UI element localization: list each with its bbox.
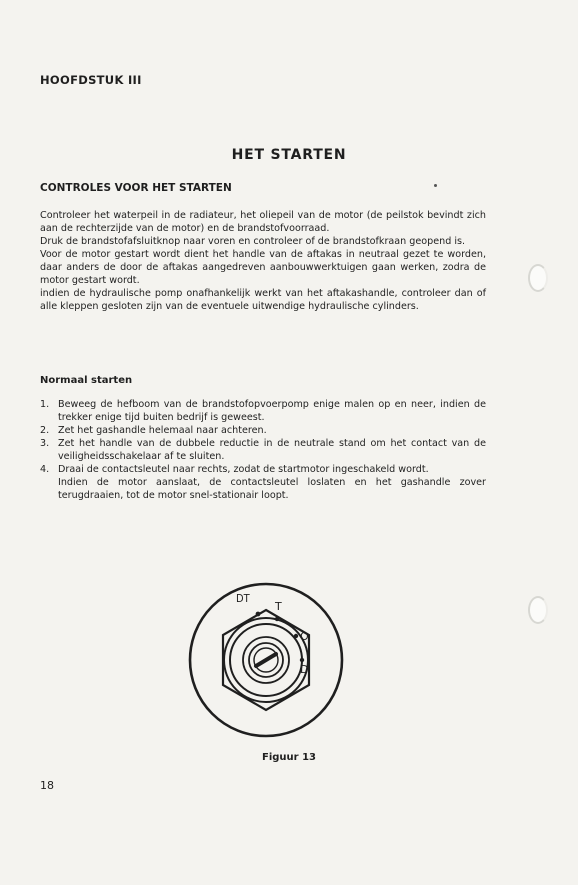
step-text: Draai de contactsleutel naar rechts, zodat de startmotor ingeschakeld wordt. [58, 464, 429, 475]
position-marker-d [300, 658, 304, 662]
step-number: 3. [40, 438, 50, 449]
intro-paragraph: Controleer het waterpeil in de radiateur, het oliepeil van de motor (de peilstok bevindt zich aan de rechterzijde van de motor) en de brandstofvoorraad. [40, 210, 486, 234]
list-item [40, 437, 486, 463]
label-t: T [275, 600, 282, 613]
step-continuation: Indien de motor aanslaat, de contactsleutel loslaten en het gashandle zover terugdraaien, tot de motor snel-stationair loopt. [58, 477, 486, 501]
step-text: Beweeg de hefboom van de brandstofopvoerpomp enige malen op en neer, indien de trekker enige tijd buiten bedrijf is geweest. [58, 399, 486, 423]
step-text: Zet het handle van de dubbele reductie in de neutrale stand om het contact van de veiligheidsschakelaar af te sluiten. [58, 438, 486, 462]
figure-caption: Figuur 13 [262, 752, 316, 763]
position-marker-dt [256, 612, 261, 617]
list-item [40, 463, 486, 476]
step-number: 4. [40, 464, 50, 475]
page-title: HET STARTEN [231, 147, 347, 163]
list-item [40, 424, 486, 437]
position-marker-o [294, 634, 298, 638]
subsection-heading: Normaal starten [40, 375, 133, 386]
chapter-heading: HOOFDSTUK III [40, 73, 142, 87]
ignition-switch-figure [186, 580, 346, 740]
label-d: D [300, 663, 309, 676]
intro-paragraph: Voor de motor gestart wordt dient het handle van de aftakas in neutraal gezet te worden, daar anders de door de aftakas aangedreven aanbouwwerktuigen gaan werken, zodra de motor gestart wordt. [40, 249, 486, 286]
steps-list [40, 398, 486, 502]
intro-paragraph: Druk de brandstofafsluitknop naar voren en controleer of de brandstofkraan geopend is. [40, 236, 466, 247]
label-dt: DT [236, 592, 250, 605]
section-heading: CONTROLES VOOR HET STARTEN [40, 182, 232, 194]
label-o: O [300, 630, 309, 643]
key-slot [256, 654, 276, 666]
list-item [40, 398, 486, 424]
step-number: 2. [40, 425, 50, 436]
intro-paragraph: indien de hydraulische pomp onafhankelijk werkt van het aftakashandle, controleer dan of alle kleppen gesloten zijn van de eventuele uitwendige hydraulische cylinders. [40, 288, 486, 312]
position-marker-t [275, 617, 279, 621]
binder-hole [528, 264, 548, 292]
step-text: Zet het gashandle helemaal naar achteren. [58, 425, 267, 436]
speck-mark [434, 184, 437, 187]
page-number: 18 [40, 779, 54, 792]
intro-text [40, 209, 486, 313]
binder-hole [528, 596, 548, 624]
step-number: 1. [40, 399, 50, 410]
